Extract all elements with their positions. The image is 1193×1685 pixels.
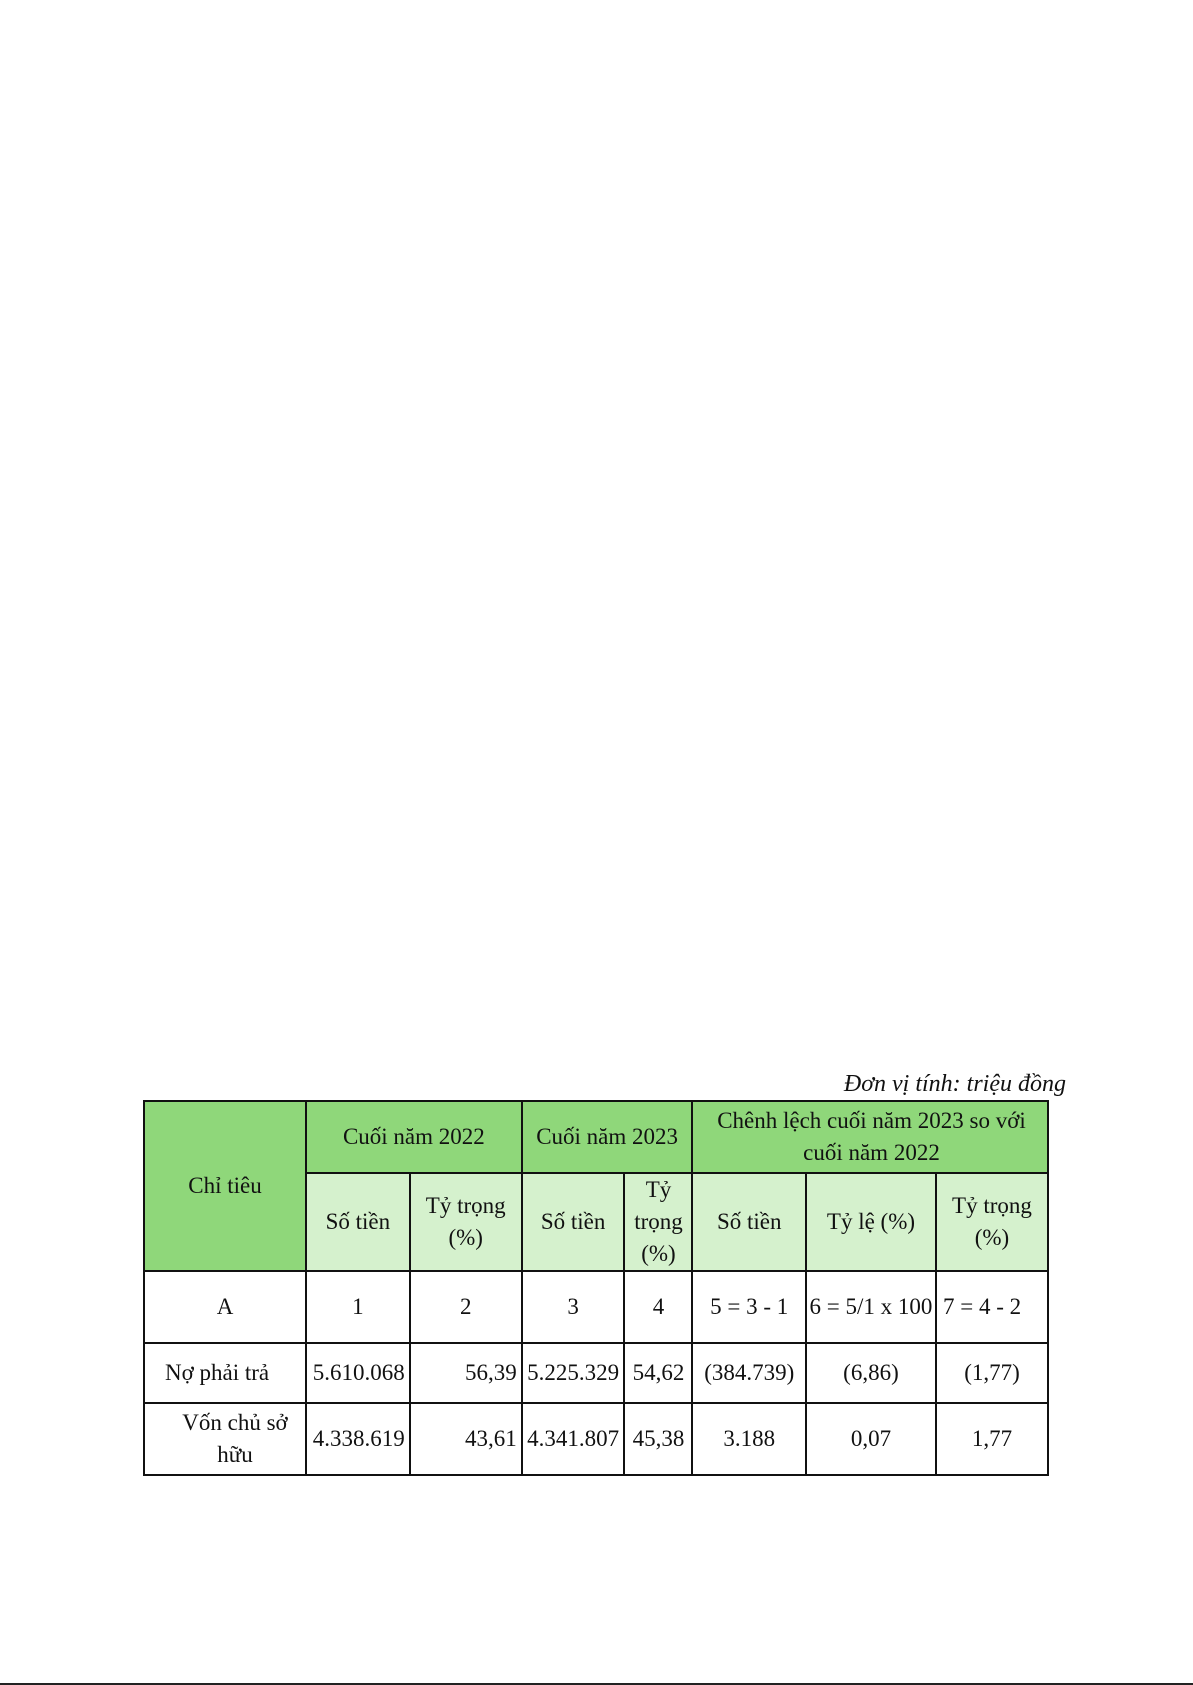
- unit-note: Đơn vị tính: triệu đồng: [843, 1071, 1066, 1097]
- table-cell: 5.225.329: [522, 1343, 625, 1403]
- index-cell: 4: [624, 1271, 692, 1343]
- row-label: [144, 1403, 306, 1475]
- table-cell: 3.188: [692, 1403, 805, 1475]
- table-cell: 43,61: [410, 1403, 522, 1475]
- header-group-diff-text: Chênh lệch cuối năm 2023 so với cuối năm 2022: [717, 1108, 1026, 1165]
- header-group-diff: [692, 1101, 1048, 1173]
- header-group-2022: Cuối năm 2022: [306, 1101, 522, 1173]
- index-cell: 5 = 3 - 1: [692, 1271, 805, 1343]
- table-cell: 4.341.807: [522, 1403, 625, 1475]
- header-ty-trong-2022-text: Tỷ trọng (%): [425, 1193, 506, 1250]
- row-label: Nợ phải trả: [144, 1343, 306, 1403]
- index-row: [144, 1271, 1048, 1343]
- table-cell: (6,86): [806, 1343, 936, 1403]
- table-cell: 45,38: [624, 1403, 692, 1475]
- table-cell: 56,39: [410, 1343, 522, 1403]
- header-indicator: Chỉ tiêu: [144, 1101, 306, 1271]
- index-cell: [806, 1271, 936, 1343]
- index-cell: 2: [410, 1271, 522, 1343]
- table-cell: 5.610.068: [306, 1343, 410, 1403]
- header-ty-trong-2022: [410, 1173, 522, 1271]
- table-container: [143, 1100, 1049, 1467]
- header-so-tien-2022: Số tiền: [306, 1173, 410, 1271]
- table-cell: (384.739): [692, 1343, 805, 1403]
- header-so-tien-diff: Số tiền: [692, 1173, 805, 1271]
- header-so-tien-2023: Số tiền: [522, 1173, 625, 1271]
- table-cell: 54,62: [624, 1343, 692, 1403]
- index-cell: 1: [306, 1271, 410, 1343]
- table-cell: 4.338.619: [306, 1403, 410, 1475]
- index-cell: 3: [522, 1271, 625, 1343]
- table-cell: 1,77: [936, 1403, 1048, 1475]
- header-ty-trong-diff: [936, 1173, 1048, 1271]
- header-ty-trong-diff-text: Tỷ trọng (%): [952, 1193, 1032, 1250]
- financial-table: [143, 1100, 1049, 1476]
- table-cell: 0,07: [806, 1403, 936, 1475]
- header-group-2023: Cuối năm 2023: [522, 1101, 693, 1173]
- header-row-1: [144, 1101, 1048, 1173]
- index-cell-text: 6 = 5/1 x 100: [809, 1294, 933, 1319]
- header-ty-le-diff: Tỷ lệ (%): [806, 1173, 936, 1271]
- row-label-text: Vốn chủ sở hữu: [182, 1410, 288, 1467]
- table-row: [144, 1343, 1048, 1403]
- table-row: [144, 1403, 1048, 1475]
- index-cell: A: [144, 1271, 306, 1343]
- table-cell: (1,77): [936, 1343, 1048, 1403]
- header-ty-trong-2023: Tỷ trọng (%): [624, 1173, 692, 1271]
- index-cell: 7 = 4 - 2: [936, 1271, 1048, 1343]
